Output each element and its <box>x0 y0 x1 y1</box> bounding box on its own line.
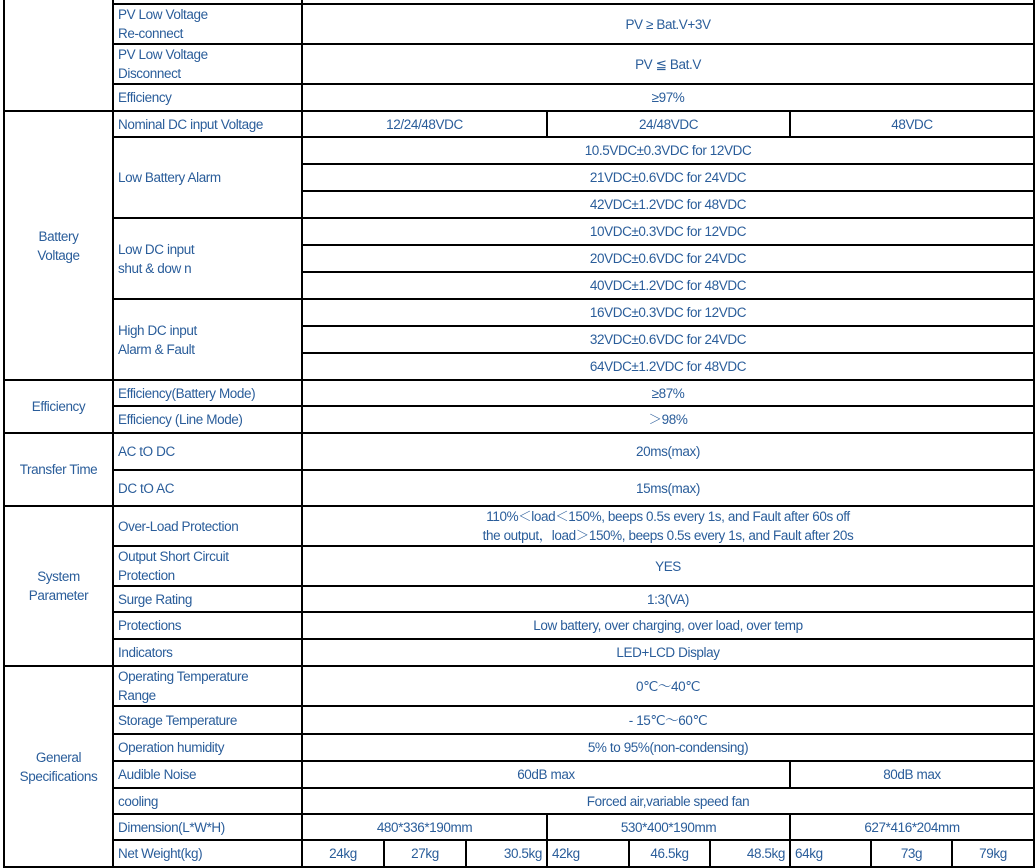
noise-label: Audible Noise <box>113 761 302 788</box>
dc-to-ac-value: 15ms(max) <box>302 470 1034 506</box>
label-line: Re-connect <box>118 26 184 41</box>
low-battery-alarm-value: 42VDC±1.2VDC for 48VDC <box>302 191 1034 218</box>
label-line: Range <box>118 688 156 703</box>
net-weight-value: 79kg <box>952 840 1034 867</box>
battery-voltage-category <box>4 111 113 380</box>
label-line: Output Short Circuit <box>118 549 229 564</box>
label-line: Low DC input <box>118 241 195 257</box>
net-weight-value: 48.5kg <box>710 840 790 867</box>
nominal-dc-value: 12/24/48VDC <box>302 111 547 137</box>
dimension-value: 480*336*190mm <box>302 814 547 840</box>
protections-label: Protections <box>113 612 302 639</box>
table-row <box>4 666 1034 706</box>
operating-temp-label <box>113 666 302 706</box>
label-line: PV Low Voltage <box>118 47 208 62</box>
pv-disconnect-label <box>113 44 302 84</box>
indicators-value: LED+LCD Display <box>302 639 1034 666</box>
cooling-label: cooling <box>113 788 302 814</box>
table-row <box>4 639 1034 666</box>
low-dc-shutdown-value: 20VDC±0.6VDC for 24VDC <box>302 245 1034 272</box>
label-line: shut & dow n <box>118 260 192 276</box>
overload-value <box>302 506 1034 546</box>
table-row <box>4 84 1034 111</box>
transfer-time-category: Transfer Time <box>4 433 113 506</box>
short-circuit-label <box>113 546 302 586</box>
net-weight-value: 42kg <box>547 840 629 867</box>
pv-reconnect-value: PV ≥ Bat.V+3V <box>302 4 1034 44</box>
protections-value: Low battery, over charging, over load, over temp <box>302 612 1034 639</box>
category-line: System <box>37 569 80 584</box>
general-specifications-category <box>4 666 113 867</box>
net-weight-value: 46.5kg <box>629 840 710 867</box>
low-battery-alarm-label: Low Battery Alarm <box>113 137 302 218</box>
system-parameter-category <box>4 506 113 666</box>
value-line: the output，load＞150%, beeps 0.5s every 1s, and Fault after 20s <box>482 528 854 543</box>
net-weight-value: 24kg <box>302 840 384 867</box>
operating-temp-value: 0℃～40℃ <box>302 666 1034 706</box>
net-weight-value: 27kg <box>384 840 466 867</box>
value-line: 110%＜load＜150%, beeps 0.5s every 1s, and Fault after 60s off <box>486 509 850 524</box>
net-weight-value: 73g <box>871 840 952 867</box>
label-line: High DC input <box>118 322 197 338</box>
label-line: PV Low Voltage <box>118 7 208 22</box>
low-battery-alarm-value: 10.5VDC±0.3VDC for 12VDC <box>302 137 1034 164</box>
table-row <box>4 218 1034 245</box>
storage-temp-value: - 15℃～60℃ <box>302 706 1034 734</box>
category-line: Specifications <box>19 768 98 784</box>
low-dc-shutdown-label <box>113 218 302 299</box>
table-row <box>4 470 1034 506</box>
table-row <box>4 299 1034 326</box>
short-circuit-value: YES <box>302 546 1034 586</box>
noise-value: 60dB max <box>302 761 790 788</box>
overload-label: Over-Load Protection <box>113 506 302 546</box>
table-row <box>4 406 1034 433</box>
efficiency-category: Efficiency <box>4 380 113 433</box>
category-line: Battery <box>38 228 79 244</box>
label-line: Operating Temperature <box>118 669 249 684</box>
noise-value: 80dB max <box>790 761 1034 788</box>
spec-table <box>3 0 1035 868</box>
low-dc-shutdown-value: 40VDC±1.2VDC for 48VDC <box>302 272 1034 299</box>
pv-reconnect-label <box>113 4 302 44</box>
category-line: General <box>35 749 82 765</box>
nominal-dc-value: 48VDC <box>790 111 1034 137</box>
table-row <box>4 506 1034 546</box>
table-row <box>4 761 1034 788</box>
nominal-dc-label: Nominal DC input Voltage <box>113 111 302 137</box>
storage-temp-label: Storage Temperature <box>113 706 302 734</box>
table-row <box>4 433 1034 470</box>
efficiency-battery-label: Efficiency(Battery Mode) <box>113 380 302 406</box>
efficiency-battery-value: ≥87% <box>302 380 1034 406</box>
surge-rating-label: Surge Rating <box>113 586 302 612</box>
efficiency-line-label: Efficiency (Line Mode) <box>113 406 302 433</box>
high-dc-alarm-value: 64VDC±1.2VDC for 48VDC <box>302 353 1034 380</box>
table-row <box>4 4 1034 44</box>
table-row <box>4 706 1034 734</box>
nominal-dc-value: 24/48VDC <box>547 111 790 137</box>
cooling-value: Forced air,variable speed fan <box>302 788 1034 814</box>
label-line: Alarm & Fault <box>118 341 195 357</box>
net-weight-value: 64kg <box>790 840 871 867</box>
pv-disconnect-value: PV ≦ Bat.V <box>302 44 1034 84</box>
table-row <box>4 380 1034 406</box>
dc-to-ac-label: DC tO AC <box>113 470 302 506</box>
pv-category-cell <box>4 0 113 111</box>
net-weight-value: 30.5kg <box>466 840 547 867</box>
ac-to-dc-value: 20ms(max) <box>302 433 1034 470</box>
efficiency-line-value: ＞98% <box>302 406 1034 433</box>
net-weight-label: Net Weight(kg) <box>113 840 302 867</box>
label-line: Disconnect <box>118 66 181 81</box>
table-row <box>4 734 1034 761</box>
humidity-label: Operation humidity <box>113 734 302 761</box>
high-dc-alarm-label <box>113 299 302 380</box>
surge-rating-value: 1:3(VA) <box>302 586 1034 612</box>
table-row <box>4 44 1034 84</box>
label-line: Protection <box>118 568 175 583</box>
indicators-label: Indicators <box>113 639 302 666</box>
table-row <box>4 612 1034 639</box>
pv-efficiency-value: ≥97% <box>302 84 1034 111</box>
table-row <box>4 840 1034 867</box>
table-row <box>4 111 1034 137</box>
dimension-value: 627*416*204mm <box>790 814 1034 840</box>
high-dc-alarm-value: 32VDC±0.6VDC for 24VDC <box>302 326 1034 353</box>
category-line: Parameter <box>28 588 89 603</box>
pv-efficiency-label: Efficiency <box>113 84 302 111</box>
humidity-value: 5% to 95%(non-condensing) <box>302 734 1034 761</box>
spec-table-container <box>3 0 1033 868</box>
dimension-label: Dimension(L*W*H) <box>113 814 302 840</box>
table-row <box>4 586 1034 612</box>
table-row <box>4 788 1034 814</box>
table-row <box>4 814 1034 840</box>
low-battery-alarm-value: 21VDC±0.6VDC for 24VDC <box>302 164 1034 191</box>
high-dc-alarm-value: 16VDC±0.3VDC for 12VDC <box>302 299 1034 326</box>
dimension-value: 530*400*190mm <box>547 814 790 840</box>
category-line: Voltage <box>37 247 80 263</box>
table-row <box>4 546 1034 586</box>
table-row <box>4 137 1034 164</box>
low-dc-shutdown-value: 10VDC±0.3VDC for 12VDC <box>302 218 1034 245</box>
ac-to-dc-label: AC tO DC <box>113 433 302 470</box>
